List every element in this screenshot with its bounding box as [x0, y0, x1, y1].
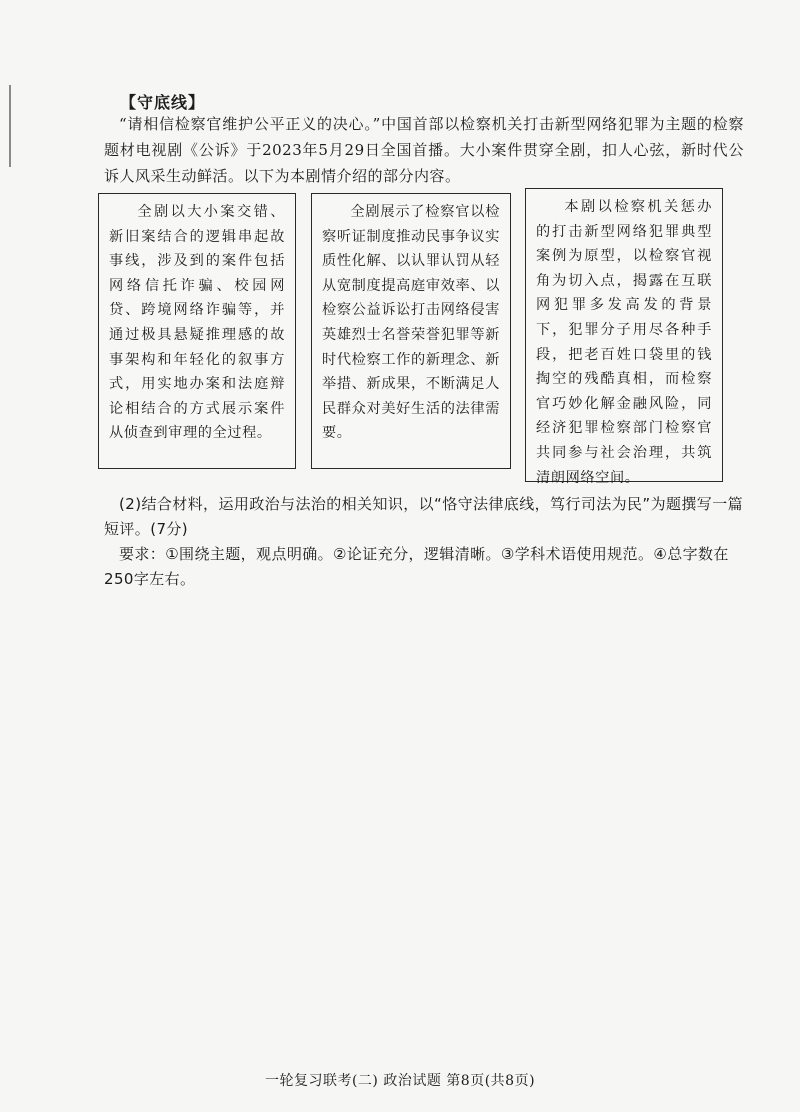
- plot-box-3-text: 本剧以检察机关惩办的打击新型网络犯罪典型案例为原型，以检察官视角为切入点，揭露在互联网犯罪多发高发的背景下，犯罪分子用尽各种手段，把老百姓口袋里的钱掏空的残酷真相，而检察官巧妙化解金融风险，同经济犯罪检察部门检察官共同参与社会治理，共筑清朗网络空间。: [536, 199, 712, 486]
- plot-box-2: [311, 193, 511, 469]
- plot-box-1-text: 全剧以大小案交错、新旧案结合的逻辑串起故事线，涉及到的案件包括网络信托诈骗、校园网贷、跨境网络诈骗等，并通过极具悬疑推理感的故事架构和年轻化的叙事方式，用实地办案和法庭辩论相结合的方式展示案件从侦查到审理的全过程。: [109, 204, 285, 442]
- question-prompt: (2)结合材料，运用政治与法治的相关知识，以“恪守法律底线，笃行司法为民”为题撰写一篇短评。(7分): [104, 495, 743, 538]
- plot-box-2-text: 全剧展示了检察官以检察听证制度推动民事争议实质性化解、以认罪认罚从轻从宽制度提高庭审效率、以检察公益诉讼打击网络侵害英雄烈士名誉荣誉犯罪等新时代检察工作的新理念、新举措、新成果，不断满足人民群众对美好生活的法律需要。: [322, 204, 500, 442]
- question-requirements: 要求：①围绕主题，观点明确。②论证充分，逻辑清晰。③学科术语使用规范。④总字数在250字左右。: [104, 545, 729, 588]
- binding-margin-line: [9, 85, 11, 167]
- intro-paragraph: [104, 111, 744, 189]
- plot-box-3: [525, 188, 723, 486]
- question-block: [104, 492, 744, 592]
- intro-text: “请相信检察官维护公平正义的决心。”中国首部以检察机关打击新型网络犯罪为主题的检察题材电视剧《公诉》于2023年5月29日全国首播。大小案件贯穿全剧，扣人心弦，新时代公诉人风采生动鲜活。以下为本剧情介绍的部分内容。: [104, 115, 744, 185]
- page-footer: 一轮复习联考(二) 政治试题 第8页(共8页): [264, 1073, 536, 1089]
- section-title: 【守底线】: [120, 93, 206, 112]
- plot-box-1: [98, 193, 296, 469]
